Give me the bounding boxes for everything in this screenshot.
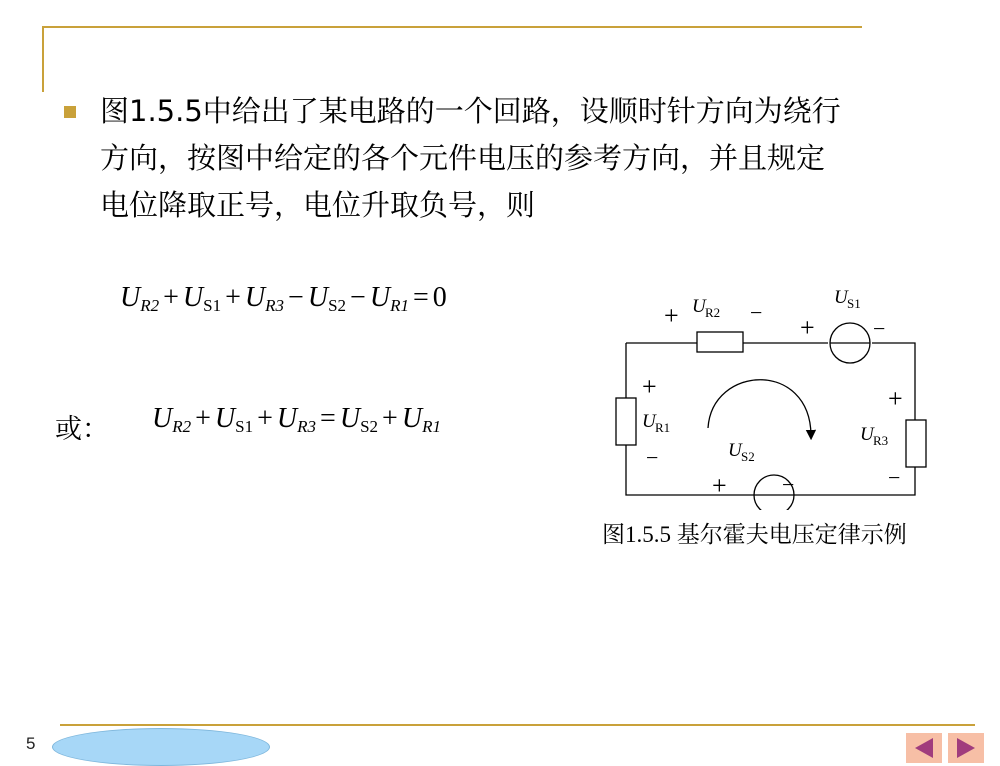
resistor-r3: [906, 420, 926, 467]
loop-wire: [626, 343, 915, 495]
eq1-sub: S2: [328, 296, 347, 315]
ur1-subscript: R1: [655, 420, 671, 435]
ur3-symbol: U: [860, 424, 874, 445]
eq1-sub: R2: [140, 296, 160, 315]
circuit-diagram: [600, 280, 930, 510]
us1-minus: −: [873, 316, 886, 341]
eq2-term: U: [339, 403, 361, 434]
eq2-sub: R3: [297, 417, 317, 436]
us1-plus: +: [800, 313, 815, 342]
kvl-equation: [120, 282, 447, 316]
eq1-op: −: [288, 282, 304, 313]
page-number: 5: [26, 734, 36, 753]
eq1-term: U: [307, 282, 329, 313]
eq1-term: U: [244, 282, 266, 313]
next-slide-button[interactable]: [948, 733, 984, 763]
eq2-sub: R1: [422, 417, 441, 436]
eq1-op: −: [350, 282, 366, 313]
eq2-term: U: [214, 403, 236, 434]
figure-caption: 图1.5.5 基尔霍夫电压定律示例: [602, 522, 907, 547]
ur1-minus: −: [646, 445, 659, 470]
main-paragraph: [100, 88, 960, 229]
us1-subscript: S1: [847, 296, 861, 311]
kvl-equation-alt: [152, 403, 441, 437]
ur2-minus: −: [750, 300, 763, 325]
eq1-op: +: [163, 282, 179, 313]
eq1-sub: R1: [390, 296, 409, 315]
footer-oval: [52, 728, 270, 766]
eq2-sub: R2: [172, 417, 192, 436]
eq1-term: U: [182, 282, 204, 313]
ur3-minus: −: [888, 465, 901, 490]
resistor-r1: [616, 398, 636, 445]
eq1-op: +: [225, 282, 241, 313]
eq1-sub: R3: [265, 296, 285, 315]
eq2-term: U: [152, 403, 173, 434]
clockwise-arrow: [708, 380, 811, 435]
eq1-equals: =: [412, 282, 429, 313]
left-rule: [42, 26, 44, 92]
ur3-plus: +: [888, 384, 903, 413]
eq2-sub: S1: [235, 417, 254, 436]
bottom-rule: [60, 724, 975, 726]
eq2-term: U: [401, 403, 423, 434]
us2-subscript: S2: [741, 449, 755, 464]
eq2-op: +: [195, 403, 211, 434]
us1-symbol: U: [834, 287, 848, 308]
ur1-plus: +: [642, 372, 657, 401]
triangle-right-icon: [957, 738, 975, 758]
eq2-equals: =: [320, 403, 336, 434]
us2-plus: +: [712, 471, 727, 500]
or-label: 或：: [55, 414, 109, 445]
us2-minus: −: [782, 472, 795, 497]
ur2-plus: +: [664, 301, 679, 330]
us2-symbol: U: [728, 440, 742, 461]
triangle-left-icon: [915, 738, 933, 758]
ur1-symbol: U: [642, 411, 656, 432]
prev-slide-button[interactable]: [906, 733, 942, 763]
bullet-square: [64, 106, 76, 118]
paragraph-line-2: 方向，按图中给定的各个元件电压的参考方向，并且规定: [100, 141, 826, 175]
eq2-term: U: [276, 403, 298, 434]
eq1-sub: S1: [203, 296, 222, 315]
resistor-r2: [697, 332, 743, 352]
eq1-rhs: 0: [432, 282, 447, 313]
eq2-op: +: [257, 403, 273, 434]
eq1-term: U: [369, 282, 391, 313]
top-rule: [42, 26, 862, 28]
ur2-symbol: U: [692, 296, 706, 317]
paragraph-line-1: 图1.5.5中给出了某电路的一个回路，设顺时针方向为绕行: [100, 94, 841, 128]
ur2-subscript: R2: [705, 305, 721, 320]
paragraph-line-3: 电位降取正号，电位升取负号，则: [100, 188, 536, 222]
eq2-sub: S2: [360, 417, 379, 436]
eq1-term: U: [120, 282, 141, 313]
eq2-op: +: [382, 403, 398, 434]
ur3-subscript: R3: [873, 433, 889, 448]
